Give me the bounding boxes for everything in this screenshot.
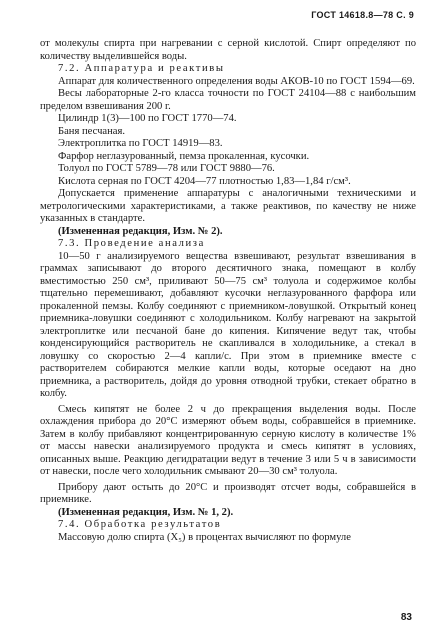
paragraph: Аппарат для количественного определения воды АКОВ-10 по ГОСТ 1594—69. (58, 75, 415, 87)
revision-note: (Измененная редакция, Изм. № 2). (58, 225, 223, 237)
page-header: ГОСТ 14618.8—78 С. 9 (311, 10, 414, 20)
revision-note: (Измененная редакция, Изм. № 1, 2). (58, 506, 234, 518)
paragraph: Фарфор неглазурованный, пемза прокаленная, кусочки. (58, 150, 310, 162)
paragraph: Кислота серная по ГОСТ 4204—77 плотностью 1,83—1,84 г/см³. (58, 175, 351, 187)
section-heading-7-2: 7.2. Аппаратура и реактивы (58, 63, 225, 74)
paragraph: Весы лабораторные 2-го класса точности по ГОСТ 24104—88 с наибольшим пределом взвешивания 200 г. (40, 88, 416, 112)
paragraph: Цилиндр 1(3)—100 по ГОСТ 1770—74. (58, 113, 237, 124)
paragraph: Баня песчаная. (58, 125, 126, 137)
paragraph: Прибору дают остыть до 20°С и производят отсчет воды, собравшейся в приемнике. (40, 481, 416, 505)
document-body (40, 38, 416, 544)
paragraph: Допускается применение аппаратуры с аналогичными техническими и метрологическими характеристиками, а также реактивов, по качеству не ниже указанных в стандарте. (40, 188, 416, 224)
paragraph: от молекулы спирта при нагревании с серной кислотой. Спирт определяют по количеству выделившейся воды. (40, 38, 416, 62)
paragraph: Толуол по ГОСТ 5789—78 или ГОСТ 9880—76. (58, 163, 275, 174)
page-number: 83 (400, 612, 412, 623)
paragraph: Смесь кипятят не более 2 ч до прекращения выделения воды. После охлаждения прибора до 20°С измеряют объем воды, собравшейся в приемнике. Затем в колбу прибавляют концентрированную серную кислоту в количестве 1% от массы навески анализируемого продукта и смесь кипятят в условиях, описанных выше. Реакцию дегидратации ведут в течение 3 или 5 ч в зависимости от навески, после чего холодильник смывают 20—30 см³ толуола. (40, 403, 416, 477)
section-heading-7-3: 7.3. Проведение анализа (58, 238, 205, 249)
section-heading-7-4: 7.4. Обработка результатов (58, 519, 222, 530)
paragraph: 10—50 г анализируемого вещества взвешивают, результат взвешивания в граммах записывают до второго десятичного знака, помещают в колбу вместимостью 250 см³, приливают 50—75 см³ толуола и содержимое колбы тщательно перемешивают, добавляют кусочки неглазурованного фарфора или прокаленной пемзы. Колбу соединяют с приемником-ловушкой. Открытый конец приемника-ловушки соединяют с холодильником. Колбу нагревают на закрытой электроплитке или песчаной бане до кипения. Кипячение ведут так, чтобы конденсирующийся растворитель не скапливался в холодильнике, а стекал в ловушку со скоростью 2—4 капли/с. При этом в приемнике вместе с растворителем собираются мелкие капли воды, которые оседают на дно приемника, а растворитель, дойдя до уровня отводной трубки, стекает обратно в колбу. (40, 250, 416, 399)
paragraph: Массовую долю спирта (X₅) в процентах вычисляют по формуле (58, 531, 351, 543)
paragraph: Электроплитка по ГОСТ 14919—83. (58, 138, 223, 149)
